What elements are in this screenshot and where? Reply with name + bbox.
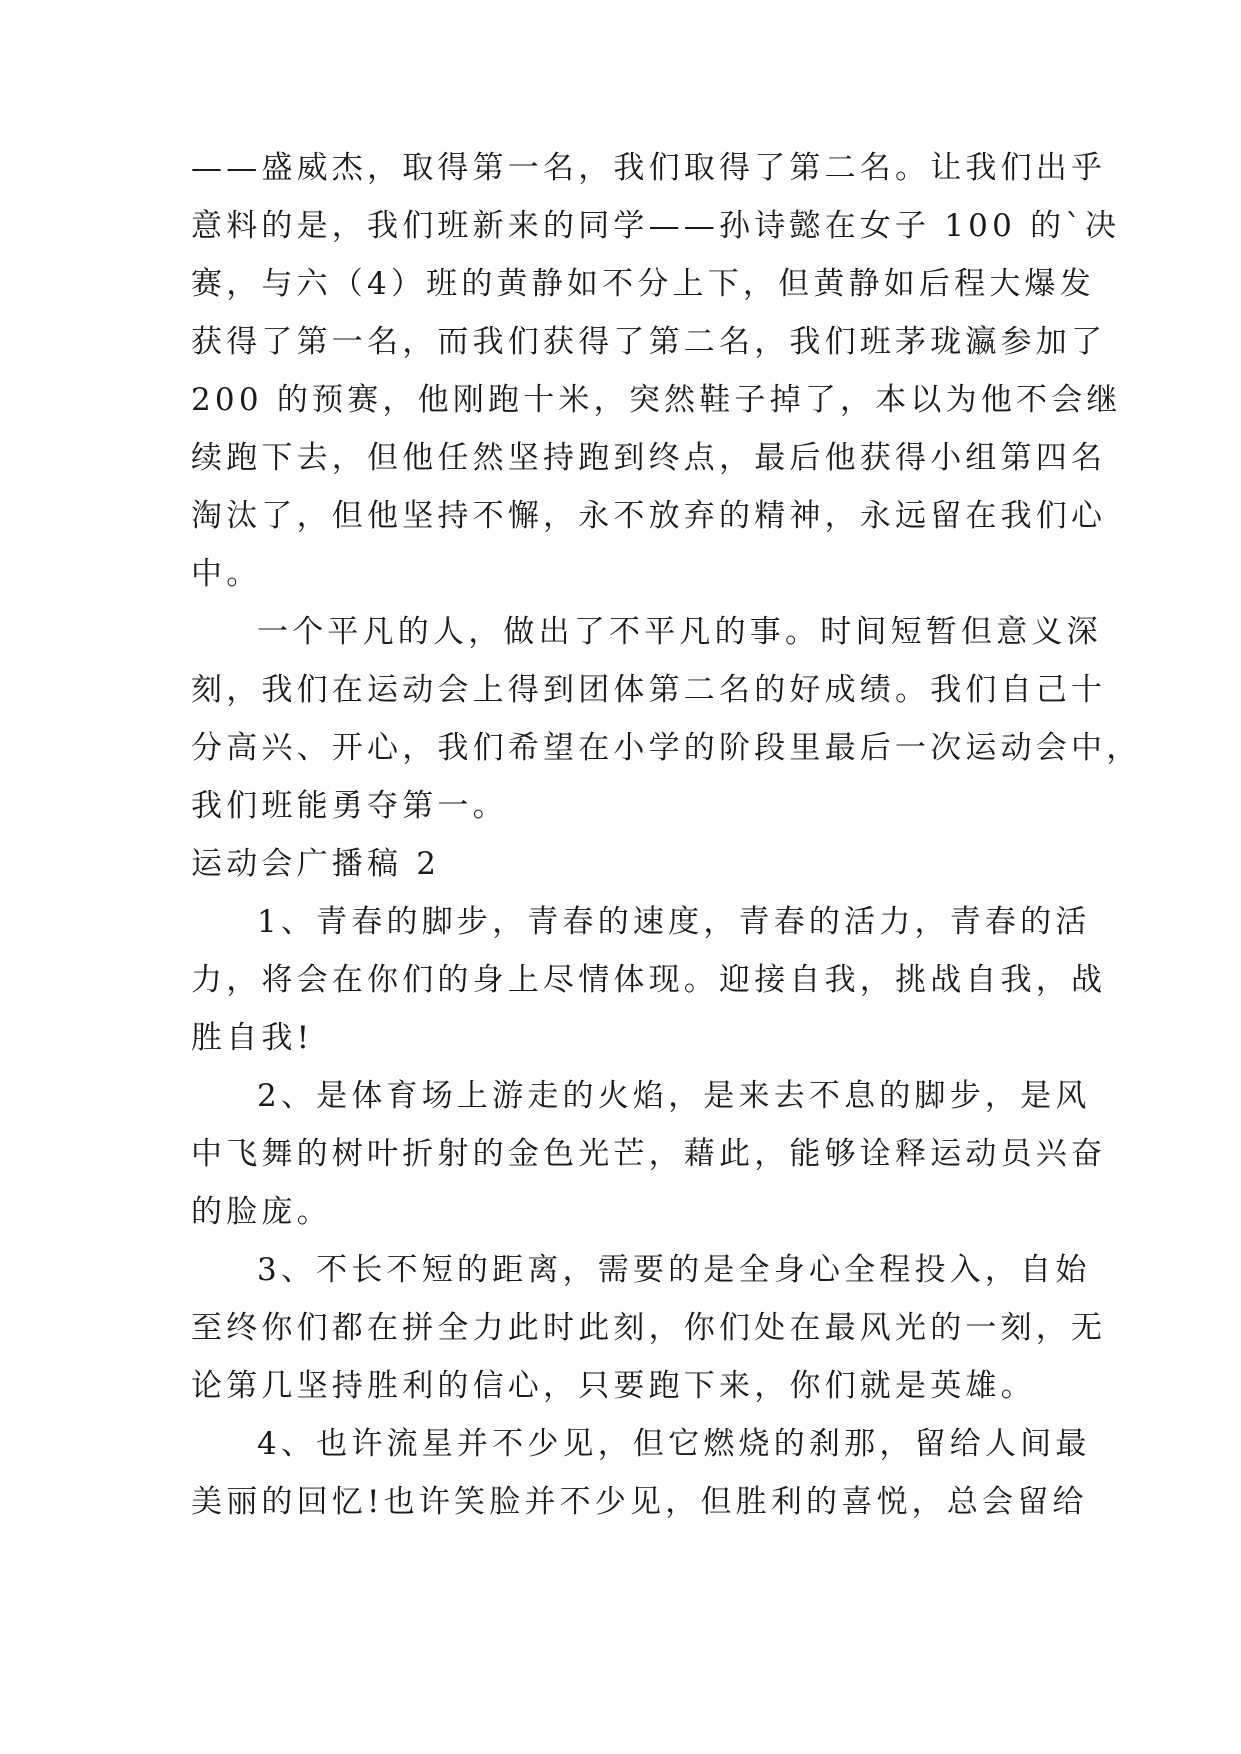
text-line: 美丽的回忆!也许笑脸并不少见，但胜利的喜悦，总会留给 xyxy=(191,1484,1088,1520)
text-line: 淘汰了，但他坚持不懈，永不放弃的精神，永远留在我们心 xyxy=(191,498,1107,534)
text-line: 获得了第一名，而我们获得了第二名，我们班茅珑瀛参加了 xyxy=(191,324,1107,360)
text-line: 论第几坚持胜利的信心，只要跑下来，你们就是英雄。 xyxy=(191,1368,1036,1404)
paragraph-first-line: 3、不长不短的距离，需要的是全身心全程投入，自始 xyxy=(257,1252,1091,1288)
text-line: 至终你们都在拼全力此时此刻，你们处在最风光的一刻，无 xyxy=(191,1310,1107,1346)
text-line: 我们班能勇夺第一。 xyxy=(191,788,508,824)
text-line: 力，将会在你们的身上尽情体现。迎接自我，挑战自我，战 xyxy=(191,962,1107,998)
paragraph-first-line: 4、也许流星并不少见，但它燃烧的刹那，留给人间最 xyxy=(257,1426,1091,1462)
text-line: 续跑下去，但他任然坚持跑到终点，最后他获得小组第四名 xyxy=(191,440,1107,476)
text-line: ——盛威杰，取得第一名，我们取得了第二名。让我们出乎 xyxy=(191,150,1107,186)
text-line: 200 的预赛，他刚跑十米，突然鞋子掉了，本以为他不会继 xyxy=(191,382,1122,418)
paragraph-first-line: 一个平凡的人，做出了不平凡的事。时间短暂但意义深 xyxy=(257,614,1102,650)
text-line: 意料的是，我们班新来的同学——孙诗懿在女子 100 的`决 xyxy=(191,208,1121,244)
document-body xyxy=(191,139,1142,1531)
text-line: 胜自我! xyxy=(191,1020,314,1056)
text-line: 中飞舞的树叶折射的金色光芒，藉此，能够诠释运动员兴奋 xyxy=(191,1136,1107,1172)
text-line: 分高兴、开心，我们希望在小学的阶段里最后一次运动会中， xyxy=(191,730,1142,766)
text-line: 刻，我们在运动会上得到团体第二名的好成绩。我们自己十 xyxy=(191,672,1107,708)
text-line: 的脸庞。 xyxy=(191,1194,332,1230)
text-line: 中。 xyxy=(191,556,262,592)
section-heading: 运动会广播稿 2 xyxy=(191,846,441,882)
paragraph-first-line: 2、是体育场上游走的火焰，是来去不息的脚步，是风 xyxy=(257,1078,1091,1114)
paragraph-first-line: 1、青春的脚步，青春的速度，青春的活力，青春的活 xyxy=(257,904,1091,940)
text-line: 赛，与六（4）班的黄静如不分上下，但黄静如后程大爆发 xyxy=(191,266,1095,302)
